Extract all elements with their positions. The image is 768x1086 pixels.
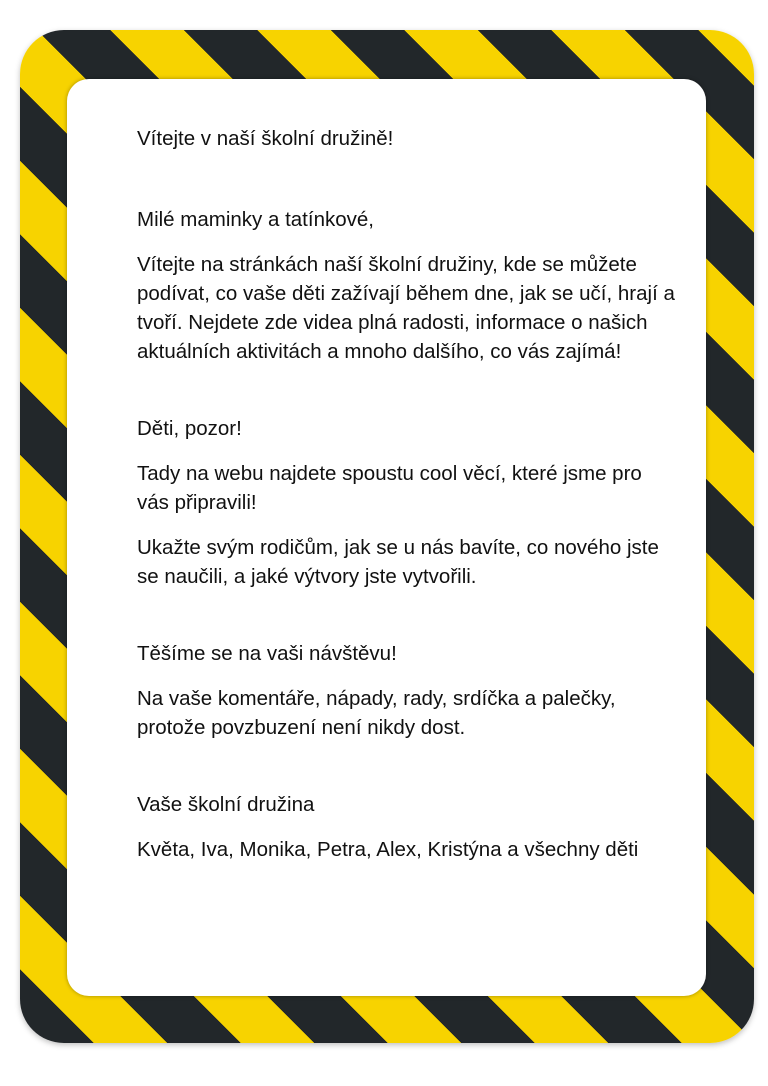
visit-paragraph: Na vaše komentáře, nápady, rady, srdíčka a palečky, protože povzbuzení není nikdy dost.	[137, 687, 616, 739]
visit-heading: Těšíme se na vaši návštěvu!	[137, 642, 397, 665]
kids-paragraph-2: Ukažte svým rodičům, jak se u nás bavíte, co nového jste se naučili, a jaké výtvory jste vytvořili.	[137, 536, 659, 588]
welcome-heading: Vítejte v naší školní družině!	[137, 127, 394, 150]
parents-greeting: Milé maminky a tatínkové,	[137, 208, 374, 231]
kids-heading: Děti, pozor!	[137, 417, 242, 440]
letter-card	[67, 79, 706, 996]
sign-off: Vaše školní družina	[137, 793, 315, 816]
parents-paragraph: Vítejte na stránkách naší školní družiny, kde se můžete podívat, co vaše děti zažívají během dne, jak se učí, hrají a tvoří. Nejdete zde videa plná radosti, informace o našich aktuálních aktivitách a mnoho dalšího, co vás zajímá!	[137, 253, 675, 363]
signatories: Květa, Iva, Monika, Petra, Alex, Kristýna a všechny děti	[137, 838, 639, 861]
kids-paragraph-1: Tady na webu najdete spoustu cool věcí, které jsme pro vás připravili!	[137, 462, 642, 514]
letter-content	[137, 124, 677, 864]
